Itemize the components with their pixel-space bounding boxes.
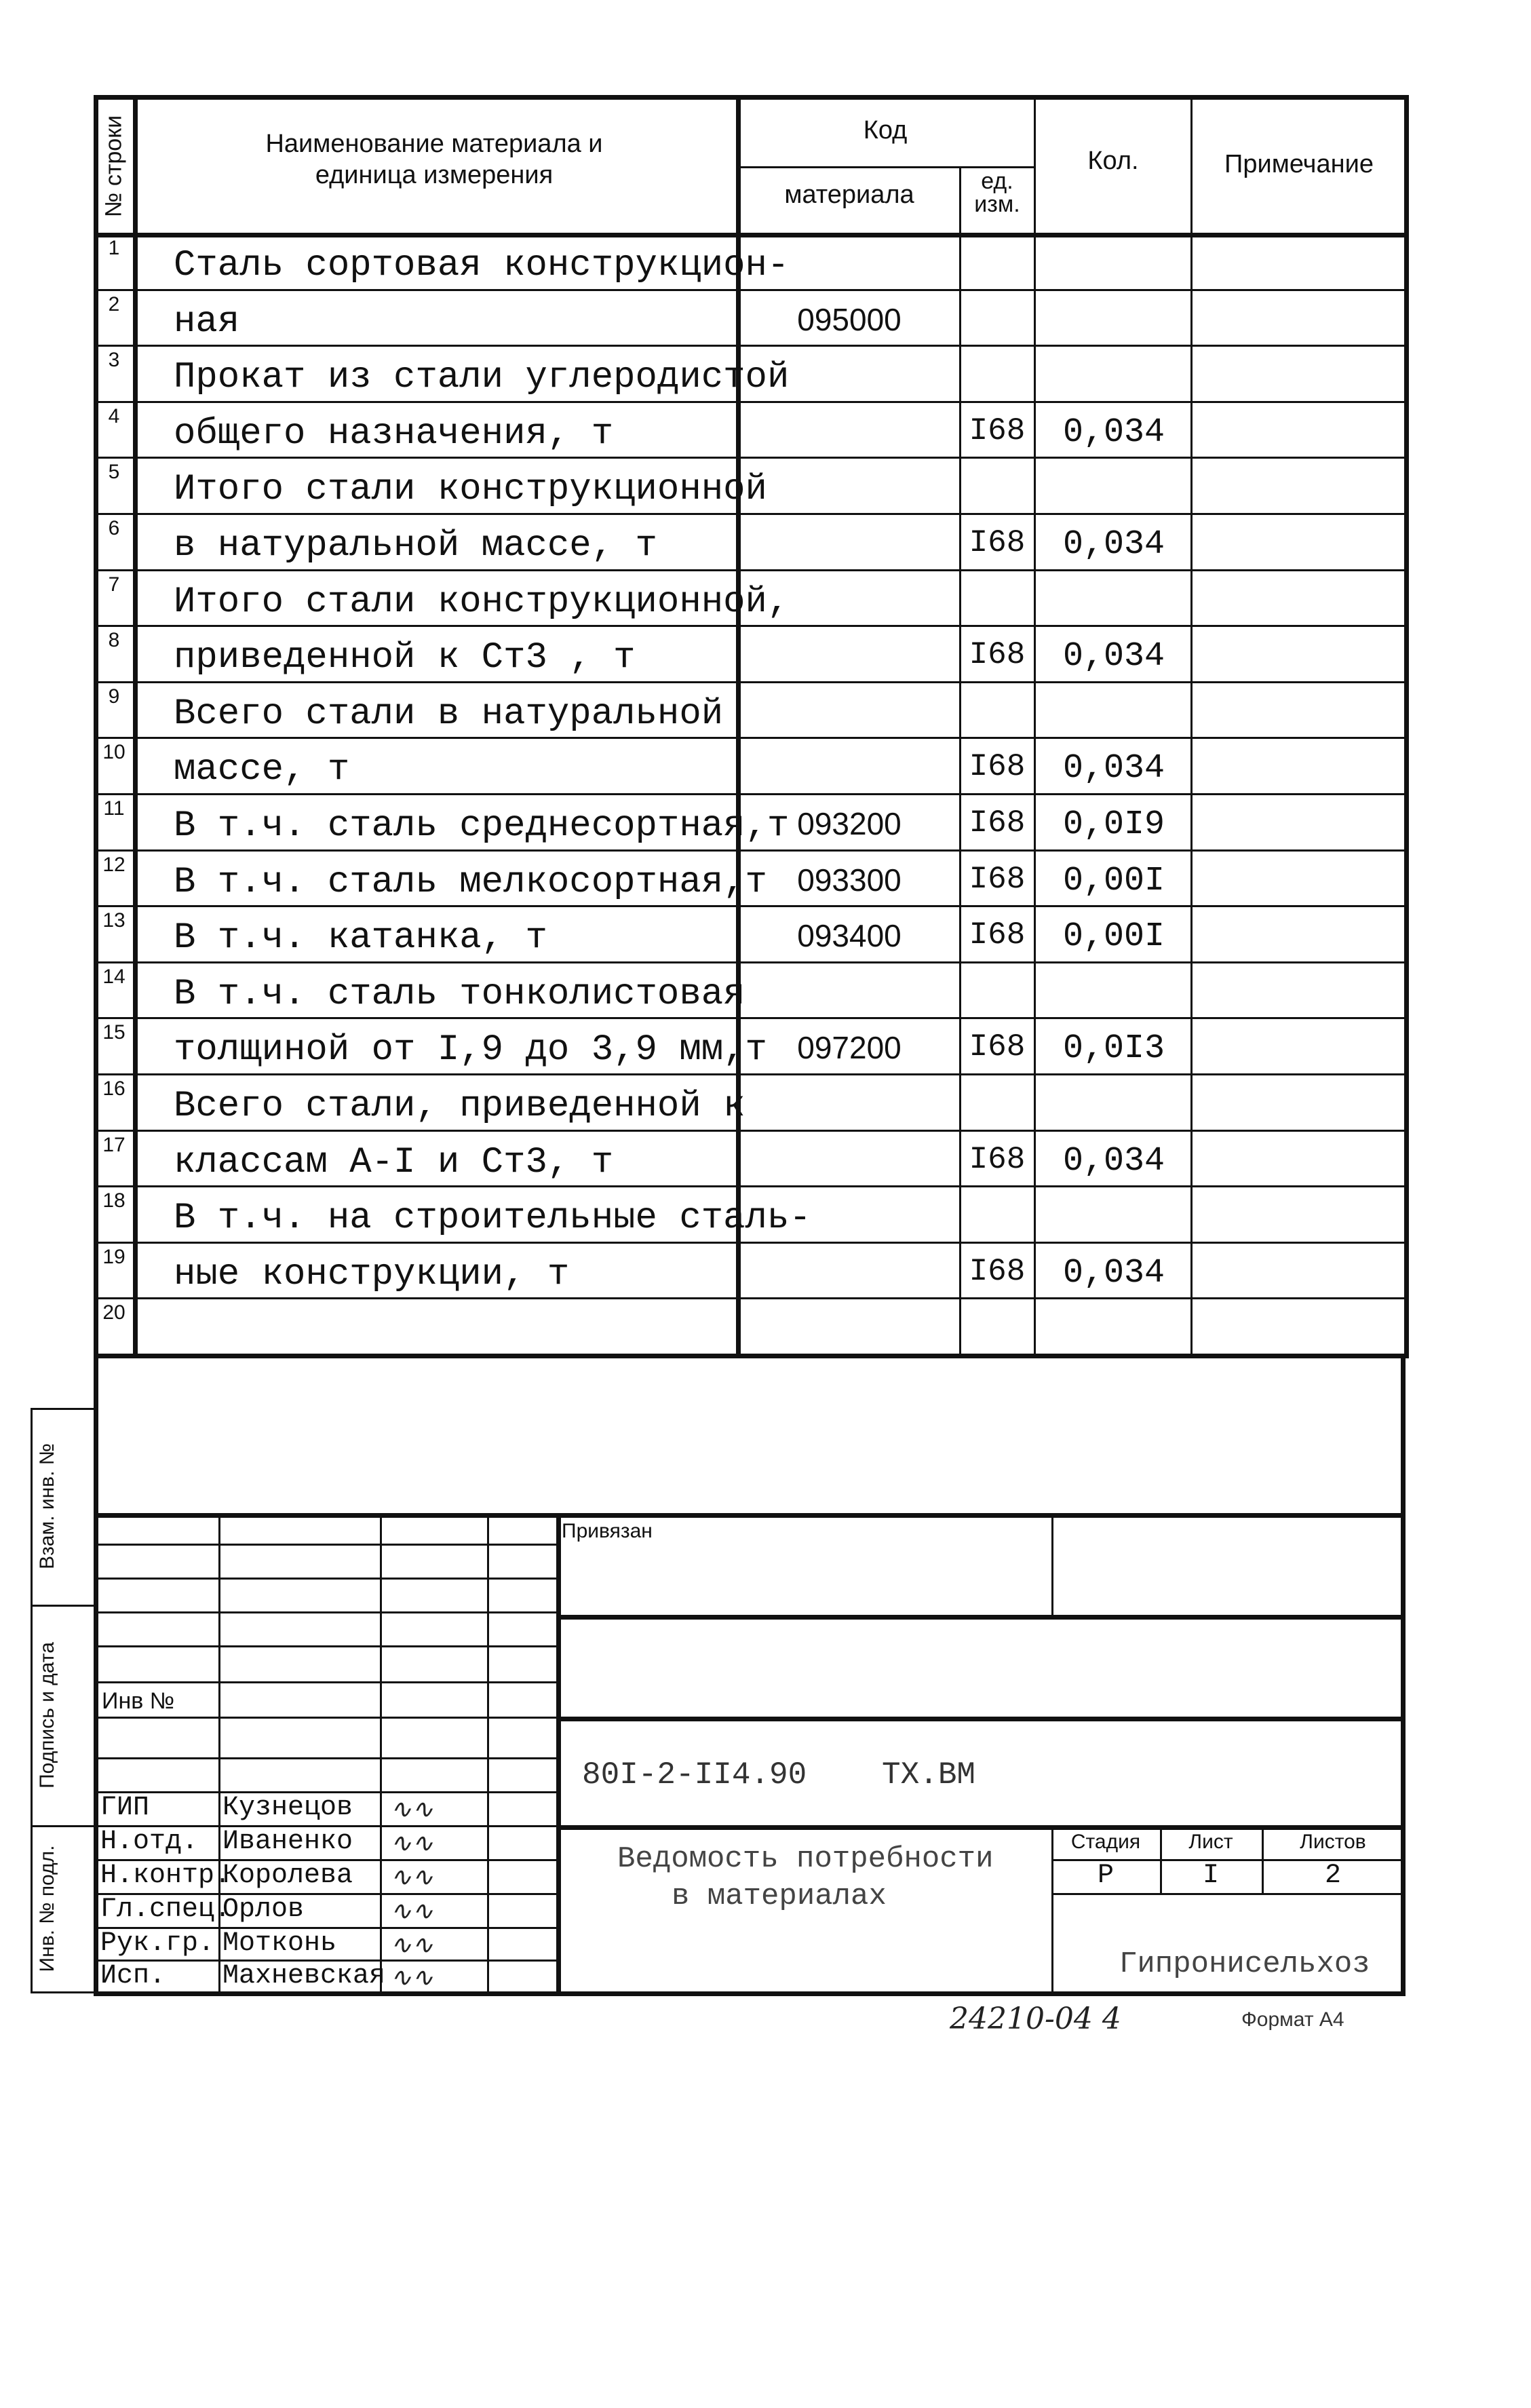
material-code: 093400 <box>797 918 902 954</box>
row-number: 16 <box>102 1077 125 1100</box>
stamp-col <box>380 1513 382 1991</box>
signer-name: Королева <box>222 1860 353 1891</box>
side-strip-line <box>31 1991 95 1993</box>
signer-role: Рук.гр. <box>100 1928 215 1959</box>
code-material-header: материала <box>784 180 914 209</box>
signer-role: ГИП <box>100 1793 150 1823</box>
material-name: общего назначения, т <box>174 413 614 455</box>
side-strip-right-line <box>94 1354 98 1995</box>
material-name: в натуральной массе, т <box>174 525 657 567</box>
unit-code: I68 <box>969 917 1026 953</box>
unit-code: I68 <box>969 1029 1026 1065</box>
row-number: 19 <box>102 1245 125 1268</box>
code-unit-header-line2: изм. <box>974 191 1020 217</box>
quantity: 0,034 <box>1062 525 1165 564</box>
quantity: 0,00I <box>1062 917 1165 957</box>
organization-name: Гипронисельхоз <box>1119 1947 1370 1981</box>
signer-role: Гл.спец. <box>100 1894 231 1925</box>
material-name: Итого стали конструкционной, <box>174 581 790 623</box>
table-left-border <box>94 95 98 1357</box>
row-number: 6 <box>108 517 120 539</box>
row-number: 18 <box>102 1189 125 1212</box>
signer-name: Кузнецов <box>222 1793 353 1823</box>
row-number: 2 <box>108 292 120 316</box>
row-number: 3 <box>108 349 120 372</box>
sheets-value: 2 <box>1324 1860 1341 1891</box>
material-name: ная <box>174 301 240 343</box>
row-divider <box>94 905 1406 907</box>
header-bottom-border <box>94 233 1409 237</box>
unit-code: I68 <box>969 1253 1026 1289</box>
row-number: 5 <box>108 461 120 484</box>
stamp-line <box>94 1513 1406 1518</box>
material-name: Прокат из стали углеродистой <box>174 357 790 399</box>
material-name: В т.ч. катанка, т <box>174 917 547 959</box>
stamp-line <box>556 1825 1404 1830</box>
handwritten-signature: ∿∿ <box>390 1794 433 1824</box>
doc-title-line2: в материалах <box>672 1879 887 1913</box>
material-name: Сталь сортовая конструкцион- <box>174 245 790 286</box>
unit-code: I68 <box>969 525 1026 560</box>
row-divider <box>94 457 1406 459</box>
signer-name: Орлов <box>222 1894 305 1925</box>
stamp-divider <box>1051 1513 1053 1615</box>
material-name: приведенной к Ст3 , т <box>174 637 636 679</box>
stamp-line <box>556 1615 1404 1620</box>
stamp-line <box>556 1717 1404 1721</box>
row-number: 1 <box>108 237 120 259</box>
row-number-header-text: № строки <box>100 115 127 218</box>
stamp-right-border <box>1401 1354 1406 1995</box>
row-divider <box>94 289 1406 291</box>
row-divider <box>94 737 1406 739</box>
side-label-vzam <box>34 1411 61 1601</box>
unit-code: I68 <box>969 805 1026 841</box>
row-number: 15 <box>102 1021 125 1044</box>
stamp-bottom-border <box>94 1991 1406 1996</box>
stamp-row <box>94 1757 556 1759</box>
row-number: 4 <box>108 404 120 427</box>
signer-name: Иваненко <box>222 1827 353 1857</box>
side-strip-line <box>31 1825 95 1827</box>
side-label-sign-text: Подпись и дата <box>36 1641 58 1789</box>
format-label: Формат А4 <box>1241 2008 1344 2031</box>
quantity: 0,034 <box>1062 1141 1165 1181</box>
material-name: ные конструкции, т <box>174 1253 570 1295</box>
side-label-inv <box>34 1829 61 1988</box>
row-number: 14 <box>102 965 125 988</box>
quantity: 0,034 <box>1062 637 1165 676</box>
stage-value: Р <box>1097 1860 1114 1891</box>
note-header: Примечание <box>1224 150 1374 178</box>
row-divider <box>94 1130 1406 1132</box>
material-code: 095000 <box>797 301 902 337</box>
material-code: 097200 <box>797 1030 902 1066</box>
stamp-row <box>94 1578 556 1580</box>
handwritten-signature: ∿∿ <box>390 1828 433 1858</box>
table-top-border <box>94 95 1409 100</box>
side-label-vzam-text: Взам. инв. № <box>36 1443 58 1569</box>
unit-code: I68 <box>969 749 1026 785</box>
row-divider <box>94 681 1406 683</box>
code-unit-header-line1: ед. <box>981 168 1013 194</box>
quantity: 0,034 <box>1062 749 1165 788</box>
signer-name: Мотконь <box>222 1928 337 1959</box>
col-divider <box>1034 95 1036 1357</box>
side-label-inv-text: Инв. № подл. <box>36 1845 58 1972</box>
stamp-row <box>94 1645 556 1647</box>
doc-title-line1: Ведомость потребности <box>617 1842 994 1876</box>
row-divider <box>94 625 1406 627</box>
stage-label: Стадия <box>1070 1831 1141 1853</box>
row-number: 13 <box>102 909 125 932</box>
signer-name: Махневская <box>222 1961 386 1991</box>
stamp-row <box>94 1611 556 1613</box>
row-divider <box>94 793 1406 795</box>
sheet-value: I <box>1202 1860 1219 1891</box>
row-number: 10 <box>102 741 125 764</box>
unit-code: I68 <box>969 861 1026 897</box>
row-number: 7 <box>108 573 120 596</box>
stamp-row <box>94 1717 556 1719</box>
handwritten-signature: ∿∿ <box>390 1962 433 1992</box>
row-divider <box>94 1073 1406 1075</box>
doc-mark: ТХ.ВМ <box>882 1757 976 1793</box>
material-name: В т.ч. сталь среднесортная,т <box>174 805 790 847</box>
signer-role: Н.контр. <box>100 1860 231 1891</box>
signer-role: Н.отд. <box>100 1827 199 1857</box>
row-divider <box>94 1297 1406 1299</box>
signer-role: Исп. <box>100 1961 166 1991</box>
material-name: массе, т <box>174 749 350 791</box>
stamp-divider <box>556 1513 561 1991</box>
material-name: классам А-I и Ст3, т <box>174 1141 614 1183</box>
sheets-label: Листов <box>1300 1831 1366 1853</box>
col-divider <box>1190 95 1193 1357</box>
row-divider <box>94 345 1406 347</box>
material-name: В т.ч. на строительные сталь- <box>174 1198 811 1240</box>
material-code: 093300 <box>797 862 902 898</box>
row-divider <box>94 849 1406 852</box>
unit-code: I68 <box>969 413 1026 448</box>
material-name: толщиной от I,9 до 3,9 мм,т <box>174 1029 767 1071</box>
row-number: 12 <box>102 853 125 876</box>
material-name: Всего стали, приведенной к <box>174 1086 745 1127</box>
side-strip-line <box>31 1605 95 1607</box>
code-header: Код <box>863 116 908 145</box>
name-header: Наименование материала и единица измерения <box>265 130 603 189</box>
material-name: Итого стали конструкционной <box>174 469 767 511</box>
stamp-divider <box>1051 1825 1053 1991</box>
row-divider <box>94 1017 1406 1019</box>
row-divider <box>94 401 1406 403</box>
unit-code: I68 <box>969 637 1026 673</box>
handwritten-signature: ∿∿ <box>390 1896 433 1926</box>
material-name: В т.ч. сталь мелкосортная,т <box>174 861 767 903</box>
col-divider <box>133 95 138 1357</box>
row-divider <box>94 961 1406 963</box>
row-number: 17 <box>102 1133 125 1156</box>
stamp-row <box>94 1681 556 1683</box>
inventory-number: 24210-04 4 <box>950 2002 1121 2036</box>
row-divider <box>94 1185 1406 1187</box>
stamp-col <box>1262 1825 1264 1893</box>
inv-no-label: Инв № <box>102 1688 175 1714</box>
stamp-col <box>487 1513 489 1991</box>
material-name: Всего стали в натуральной <box>174 693 724 735</box>
table-bottom-border <box>94 1354 1409 1358</box>
quantity: 0,034 <box>1062 1253 1165 1293</box>
stamp-row <box>94 1544 556 1546</box>
row-divider <box>94 569 1406 571</box>
side-strip-line <box>31 1408 95 1410</box>
row-number: 20 <box>102 1301 125 1324</box>
row-number: 11 <box>103 797 125 820</box>
side-strip-left-line <box>31 1408 33 1991</box>
row-divider <box>94 513 1406 515</box>
quantity: 0,00I <box>1062 861 1165 900</box>
sheet-label: Лист <box>1188 1831 1233 1853</box>
handwritten-signature: ∿∿ <box>390 1930 433 1960</box>
stamp-row <box>1051 1893 1404 1895</box>
privyazan-label: Привязан <box>562 1520 653 1542</box>
quantity: 0,0I3 <box>1062 1029 1165 1069</box>
unit-code: I68 <box>969 1141 1026 1177</box>
row-number: 8 <box>108 629 120 652</box>
qty-header: Кол. <box>1087 147 1139 175</box>
table-right-border <box>1404 95 1409 1357</box>
row-number-header <box>96 102 132 231</box>
row-divider <box>94 1242 1406 1244</box>
stamp-col <box>1160 1825 1162 1893</box>
row-number: 9 <box>108 685 120 708</box>
quantity: 0,034 <box>1062 413 1165 452</box>
handwritten-signature: ∿∿ <box>390 1862 433 1892</box>
quantity: 0,0I9 <box>1062 805 1165 844</box>
doc-code: 80I-2-II4.90 <box>582 1757 807 1793</box>
code-unit-header <box>962 170 1032 216</box>
material-name: В т.ч. сталь тонколистовая <box>174 973 745 1015</box>
material-code: 093200 <box>797 806 902 841</box>
side-label-sign <box>34 1608 61 1822</box>
